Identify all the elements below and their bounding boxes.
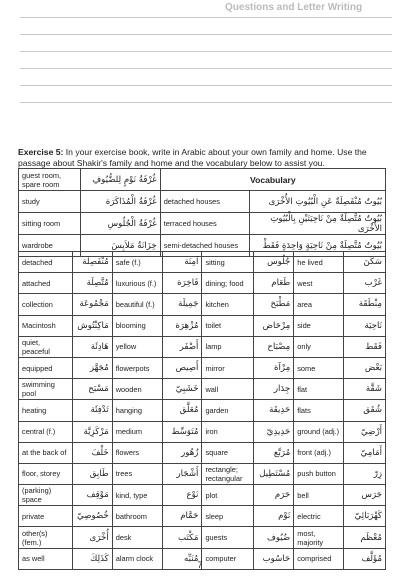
word-arabic: مَكْتَب: [162, 527, 202, 548]
vocab-row: [19, 485, 386, 506]
word-arabic: خَلْفَ: [72, 442, 112, 463]
phrase-english: semi-detached houses: [160, 235, 250, 257]
word-english: bell: [294, 485, 344, 506]
word-english: equipped: [19, 357, 73, 378]
word-english: trees: [112, 463, 162, 484]
word-english: flowers: [112, 442, 162, 463]
word-arabic: أُخْرَى: [72, 527, 112, 548]
word-arabic: مُنَبِّه: [162, 548, 202, 569]
word-english: he lived: [294, 252, 344, 273]
word-english: dining; food: [202, 273, 254, 294]
word-arabic: مَسْبَح: [72, 379, 112, 400]
word-english: comprised: [294, 548, 344, 569]
word-arabic: حَاسُوب: [254, 548, 294, 569]
word-english: private: [19, 506, 73, 527]
word-english: bathroom: [112, 506, 162, 527]
section-title: Questions and Letter Writing: [225, 2, 363, 13]
vocab-phrase-row: [19, 191, 386, 213]
word-arabic: أَشْجَار: [162, 463, 202, 484]
word-arabic: طَعَام: [254, 273, 294, 294]
word-english: blooming: [112, 315, 162, 336]
word-english: detached: [19, 252, 73, 273]
word-arabic: مُسْتَطِيل: [254, 463, 294, 484]
word-arabic: نَوْع: [162, 485, 202, 506]
word-english: kind, type: [112, 485, 162, 506]
exercise-text: In your exercise book, write in Arabic about your own family and home. Use the passage about Shakir's family and home and the vocabulary below to assist you.: [18, 147, 367, 168]
exercise-label: Exercise 5:: [18, 147, 64, 157]
word-arabic: خُصُوصِيّ: [72, 506, 112, 527]
word-arabic: شَقَّة: [344, 379, 386, 400]
word-arabic: مِرْحَاض: [254, 315, 294, 336]
word-english: sleep: [202, 506, 254, 527]
word-english: alarm clock: [112, 548, 162, 569]
word-english: lamp: [202, 336, 254, 357]
word-english: medium: [112, 421, 162, 442]
word-english: garden: [202, 400, 254, 421]
word-english: (parking) space: [19, 485, 73, 506]
word-arabic: مُعْظَم: [344, 527, 386, 548]
vocabulary-grid: [18, 251, 386, 570]
word-english: electric: [294, 506, 344, 527]
word-arabic: مَرْكَزِيَّة: [72, 421, 112, 442]
word-english: wooden: [112, 379, 162, 400]
word-arabic: غَرْب: [344, 273, 386, 294]
vocabulary-heading: Vocabulary: [160, 169, 385, 191]
word-arabic: طَابِق: [72, 463, 112, 484]
word-arabic: سَكَنَ: [344, 252, 386, 273]
word-arabic: مَطْبَخ: [254, 294, 294, 315]
word-english: luxurious (f.): [112, 273, 162, 294]
page-number: 7: [197, 560, 203, 570]
term-arabic: خِزَانَةُ مَلاَبِسَ: [80, 235, 160, 257]
vocab-row: [19, 294, 386, 315]
word-arabic: تَدْفِئَة: [72, 400, 112, 421]
word-arabic: زُهُور: [162, 442, 202, 463]
word-english: some: [294, 357, 344, 378]
vocab-row: [19, 442, 386, 463]
word-english: safe (f.): [112, 252, 162, 273]
vocab-phrase-row: [19, 169, 386, 191]
word-english: sitting: [202, 252, 254, 273]
word-english: desk: [112, 527, 162, 548]
word-english: hanging: [112, 400, 162, 421]
word-english: front (adj.): [294, 442, 344, 463]
word-english: attached: [19, 273, 73, 294]
word-english: mirror: [202, 357, 254, 378]
word-arabic: مَوْقِف: [72, 485, 112, 506]
word-english: square: [202, 442, 254, 463]
word-english: only: [294, 336, 344, 357]
word-arabic: جُلُوس: [254, 252, 294, 273]
word-english: quiet, peaceful: [19, 336, 73, 357]
vocabulary-phrases-table: [18, 168, 386, 257]
word-english: beautiful (f.): [112, 294, 162, 315]
phrase-arabic: بُيُوتٌ مُتَّصِلَةٌ مِنْ نَاحِيَتَيْنِ بِالْبُيُوتِ الأُخْرَى: [250, 213, 386, 235]
word-english: collection: [19, 294, 73, 315]
phrase-arabic: بُيُوتٌ مُتَّصِلَةٌ مِنْ نَاحِيَةٍ وَاحِدَةٍ فَقَطْ: [250, 235, 386, 257]
word-arabic: أَرْضِيّ: [344, 421, 386, 442]
word-arabic: جَرَس: [344, 485, 386, 506]
word-arabic: خَشَبِيّ: [162, 379, 202, 400]
word-english: area: [294, 294, 344, 315]
word-english: plot: [202, 485, 254, 506]
word-english: most, majority: [294, 527, 344, 548]
word-english: floor, storey: [19, 463, 73, 484]
word-arabic: حَرَم: [254, 485, 294, 506]
word-arabic: مَجْمُوعَة: [72, 294, 112, 315]
word-arabic: مُزْهِرَة: [162, 315, 202, 336]
word-arabic: كَذَلِكَ: [72, 548, 112, 569]
term-arabic: غُرْفَةُ الْجُلُوسِ: [80, 213, 160, 235]
word-english: toilet: [202, 315, 254, 336]
word-english: at the back of: [19, 442, 73, 463]
word-arabic: أَصِيص: [162, 357, 202, 378]
word-english: flat: [294, 379, 344, 400]
word-arabic: مِرْآة: [254, 357, 294, 378]
term-english: wardrobe: [19, 235, 81, 257]
word-arabic: هَادِئَة: [72, 336, 112, 357]
word-english: central (f.): [19, 421, 73, 442]
word-english: flowerpots: [112, 357, 162, 378]
term-english: study: [19, 191, 81, 213]
word-english: rectangle; rectangular: [202, 463, 254, 484]
word-english: flats: [294, 400, 344, 421]
vocab-phrase-row: [19, 213, 386, 235]
exercise-instructions: [18, 147, 386, 169]
term-arabic: غُرْفَةُ نَوْمٍ لِلضُّيُوفِ: [80, 169, 160, 191]
word-arabic: كَهْرَبَائِيّ: [344, 506, 386, 527]
word-arabic: مُتَوَسِّط: [162, 421, 202, 442]
word-arabic: نَوْم: [254, 506, 294, 527]
word-arabic: زِرّ: [344, 463, 386, 484]
word-arabic: مِصْبَاح: [254, 336, 294, 357]
vocab-row: [19, 527, 386, 548]
handwriting-lines: [20, 0, 392, 110]
word-english: push button: [294, 463, 344, 484]
phrase-english: terraced houses: [160, 213, 250, 235]
word-english: ground (adj.): [294, 421, 344, 442]
word-arabic: حَدِيدِيّ: [254, 421, 294, 442]
word-arabic: مُؤَلَّف: [344, 548, 386, 569]
word-arabic: نَاحِيَة: [344, 315, 386, 336]
word-english: west: [294, 273, 344, 294]
word-english: as well: [19, 548, 73, 569]
vocab-row: [19, 273, 386, 294]
word-arabic: جِدَار: [254, 379, 294, 400]
vocab-row: [19, 315, 386, 336]
word-arabic: شُقَق: [344, 400, 386, 421]
word-english: guests: [202, 527, 254, 548]
word-arabic: مَاكِنْتُوش: [72, 315, 112, 336]
word-english: Macintosh: [19, 315, 73, 336]
word-arabic: مُرَبَّع: [254, 442, 294, 463]
word-arabic: بَعْض: [344, 357, 386, 378]
word-arabic: آمِنَة: [162, 252, 202, 273]
word-english: swimming pool: [19, 379, 73, 400]
vocab-row: [19, 421, 386, 442]
word-arabic: فَقَط: [344, 336, 386, 357]
vocab-row: [19, 379, 386, 400]
word-arabic: جَمِيلَة: [162, 294, 202, 315]
word-arabic: حَمَّام: [162, 506, 202, 527]
word-english: iron: [202, 421, 254, 442]
word-english: wall: [202, 379, 254, 400]
word-arabic: ضُيُوف: [254, 527, 294, 548]
phrase-arabic: بُيُوتٌ مُنْفَصِلَةٌ عَنِ الْبُيُوتِ الأُخْرَى: [250, 191, 386, 213]
vocab-row: [19, 357, 386, 378]
word-arabic: مُتَّصِلَة: [72, 273, 112, 294]
vocab-row: [19, 400, 386, 421]
word-arabic: فَاخِرَة: [162, 273, 202, 294]
vocab-row: [19, 336, 386, 357]
word-arabic: مُنْفَصِلَة: [72, 252, 112, 273]
word-english: other(s) (fem.): [19, 527, 73, 548]
term-english: guest room, spare room: [19, 169, 81, 191]
word-arabic: أَصْفَر: [162, 336, 202, 357]
word-arabic: مُعَلَّق: [162, 400, 202, 421]
vocab-row: [19, 252, 386, 273]
word-english: yellow: [112, 336, 162, 357]
word-english: kitchen: [202, 294, 254, 315]
word-english: computer: [202, 548, 254, 569]
term-arabic: غُرْفَةُ الْمُذَاكَرَة: [80, 191, 160, 213]
phrase-english: detached houses: [160, 191, 250, 213]
word-arabic: أَمَامِيّ: [344, 442, 386, 463]
word-english: side: [294, 315, 344, 336]
word-arabic: حَدِيقَة: [254, 400, 294, 421]
vocab-row: [19, 463, 386, 484]
vocab-row: [19, 506, 386, 527]
term-english: sitting room: [19, 213, 81, 235]
word-english: heating: [19, 400, 73, 421]
word-arabic: مِنْطَقَة: [344, 294, 386, 315]
word-arabic: مُجَهَّز: [72, 357, 112, 378]
